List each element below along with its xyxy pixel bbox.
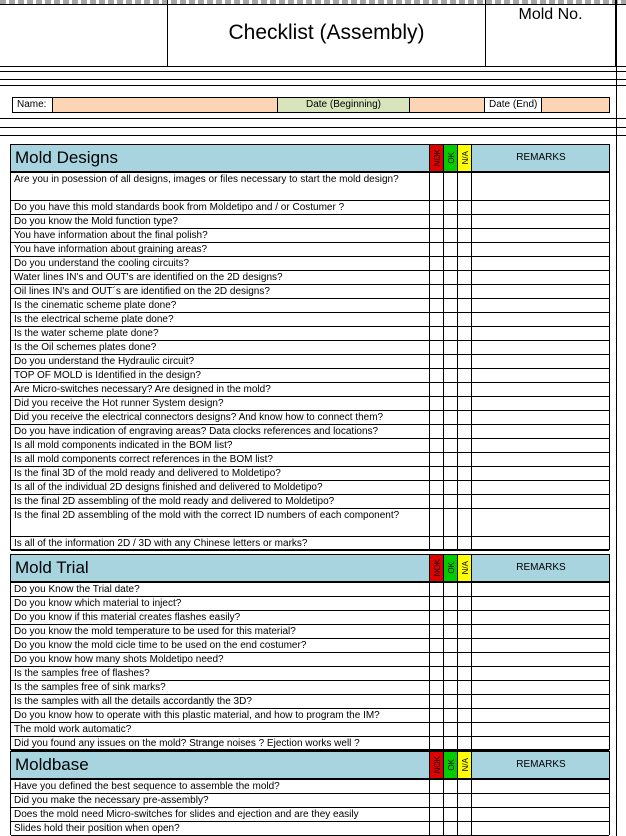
section-mold-trial: [10, 554, 610, 750]
checklist-item[interactable]: [11, 537, 609, 551]
checklist-item-text: Do you know if this material creates flashes easily?: [14, 612, 241, 623]
checklist-item[interactable]: [11, 597, 609, 611]
checklist-item-text: Oil lines IN's and OUT´s are identified on the 2D designs?: [14, 286, 270, 297]
nok-column-header: NOK: [429, 145, 444, 171]
checklist-item-text: Is the cinematic scheme plate done?: [14, 300, 177, 311]
checklist-item[interactable]: [11, 271, 609, 285]
checklist-item-text: Do you know the Mold function type?: [14, 216, 178, 227]
checklist-item[interactable]: [11, 383, 609, 397]
checklist-item[interactable]: [11, 341, 609, 355]
checklist-item-text: Are you in posession of all designs, images or files necessary to start the mold design?: [14, 174, 399, 185]
checklist-item[interactable]: [11, 285, 609, 299]
section-header: [11, 145, 609, 173]
checklist-item-text: Is the samples free of sink marks?: [14, 682, 166, 693]
checklist-item[interactable]: [11, 243, 609, 257]
checklist-item[interactable]: [11, 313, 609, 327]
divider: [0, 66, 626, 67]
checklist-item[interactable]: [11, 709, 609, 723]
checklist-item[interactable]: [11, 794, 609, 808]
checklist-rows: [11, 173, 609, 551]
checklist-item[interactable]: [11, 201, 609, 215]
checklist-item[interactable]: [11, 780, 609, 794]
checklist-item-text: Do you understand the cooling circuits?: [14, 258, 190, 269]
checklist-item-text: Is the water scheme plate done?: [14, 328, 159, 339]
checklist-item[interactable]: [11, 425, 609, 439]
checklist-item-text: You have information about graining areas?: [14, 244, 208, 255]
checklist-item[interactable]: [11, 481, 609, 495]
section-title: Mold Designs: [15, 148, 118, 167]
checklist-item[interactable]: [11, 369, 609, 383]
checklist-item-text: Do you know how many shots Moldetipo need?: [14, 654, 224, 665]
checklist-rows: [11, 780, 609, 836]
checklist-item-text: Is the final 3D of the mold ready and delivered to Moldetipo?: [14, 468, 281, 479]
checklist-item-text: Is all of the information 2D / 3D with any Chinese letters or marks?: [14, 538, 308, 549]
checklist-item-text: Did you receive the electrical connectors designs? And know how to connect them?: [14, 412, 384, 423]
checklist-item[interactable]: [11, 453, 609, 467]
checklist-item[interactable]: [11, 327, 609, 341]
checklist-item-text: Do you have this mold standards book from Moldetipo and / or Costumer ?: [14, 202, 345, 213]
section-title: Mold Trial: [15, 558, 89, 577]
checklist-item[interactable]: [11, 495, 609, 509]
checklist-item-text: Do you understand the Hydraulic circuit?: [14, 356, 195, 367]
checklist-item-text: Did you found any issues on the mold? Strange noises ? Ejection works well ?: [14, 738, 360, 749]
divider: [0, 118, 626, 119]
checklist-item-text: Have you defined the best sequence to assemble the mold?: [14, 781, 280, 792]
checklist-item[interactable]: [11, 639, 609, 653]
checklist-item[interactable]: [11, 737, 609, 751]
checklist-item[interactable]: [11, 299, 609, 313]
date-beginning-field[interactable]: [409, 97, 485, 113]
checklist-item-text: Is the final 2D assembling of the mold with the correct ID numbers of each component?: [14, 510, 400, 521]
checklist-item-text: Is the electrical scheme plate done?: [14, 314, 174, 325]
ok-column-header: OK: [443, 145, 458, 171]
checklist-item[interactable]: [11, 355, 609, 369]
checklist-item-text: Is all mold components correct references in the BOM list?: [14, 454, 273, 465]
checklist-item[interactable]: [11, 667, 609, 681]
checklist-item-text: Do you know how to operate with this plastic material, and how to program the IM?: [14, 710, 380, 721]
section-header: [11, 555, 609, 583]
section-moldbase: [10, 751, 610, 835]
checklist-item[interactable]: [11, 467, 609, 481]
section-header: [11, 752, 609, 780]
checklist-item-text: Is all mold components indicated in the BOM list?: [14, 440, 233, 451]
checklist-item-text: The mold work automatic?: [14, 724, 132, 735]
checklist-item-text: Does the mold need Micro-switches for slides and ejection and are they easily: [14, 809, 359, 820]
checklist-item-text: TOP OF MOLD is Identified in the design?: [14, 370, 201, 381]
checklist-item-text: Did you receive the Hot runner System design?: [14, 398, 224, 409]
page-title: Checklist (Assembly): [167, 0, 486, 66]
divider: [0, 71, 626, 72]
divider: [0, 79, 626, 80]
checklist-item[interactable]: [11, 723, 609, 737]
checklist-item-text: Are Micro-switches necessary? Are designed in the mold?: [14, 384, 271, 395]
date-end-label: Date (End): [484, 97, 542, 113]
page-edge-line: [616, 0, 617, 836]
checklist-item-text: You have information about the final polish?: [14, 230, 208, 241]
checklist-item[interactable]: [11, 808, 609, 822]
checklist-item-text: Did you make the necessary pre-assembly?: [14, 795, 209, 806]
ok-column-header: OK: [443, 555, 458, 581]
checklist-item[interactable]: [11, 583, 609, 597]
checklist-item[interactable]: [11, 411, 609, 425]
remarks-column-header: REMARKS: [471, 752, 610, 778]
na-column-header: N/A: [457, 555, 472, 581]
na-column-header: N/A: [457, 145, 472, 171]
checklist-item-text: Is the samples with all the details accordantly the 3D?: [14, 696, 252, 707]
checklist-rows: [11, 583, 609, 751]
divider: [0, 85, 626, 86]
checklist-item[interactable]: [11, 509, 609, 537]
checklist-item-text: Is all of the individual 2D designs finished and delivered to Moldetipo?: [14, 482, 323, 493]
name-field[interactable]: [52, 97, 278, 113]
na-column-header: N/A: [457, 752, 472, 778]
checklist-item[interactable]: [11, 625, 609, 639]
checklist-item[interactable]: [11, 611, 609, 625]
checklist-item[interactable]: [11, 681, 609, 695]
divider: [0, 127, 626, 128]
section-title: Moldbase: [15, 755, 89, 774]
checklist-item[interactable]: [11, 653, 609, 667]
remarks-column-header: REMARKS: [471, 555, 610, 581]
checklist-item[interactable]: [11, 439, 609, 453]
checklist-item[interactable]: [11, 229, 609, 243]
checklist-item-text: Do you know the mold temperature to be used for this material?: [14, 626, 296, 637]
checklist-item-text: Is the samples free of flashes?: [14, 668, 150, 679]
checklist-item-text: Do you have indication of engraving areas? Data clocks references and locations?: [14, 426, 379, 437]
checklist-item-text: Do you Know the Trial date?: [14, 584, 140, 595]
checklist-item-text: Is the final 2D assembling of the mold ready and delivered to Moldetipo?: [14, 496, 335, 507]
section-mold-designs: [10, 144, 610, 550]
nok-column-header: NOK: [429, 752, 444, 778]
checklist-item[interactable]: [11, 695, 609, 709]
date-end-field[interactable]: [541, 97, 610, 113]
checklist-item[interactable]: [11, 173, 609, 201]
checklist-item-text: Water lines IN's and OUT's are identified on the 2D designs?: [14, 272, 283, 283]
checklist-item[interactable]: [11, 257, 609, 271]
checklist-item[interactable]: [11, 397, 609, 411]
checklist-item-text: Is the Oil schemes plates done?: [14, 342, 157, 353]
checklist-item[interactable]: [11, 822, 609, 836]
checklist-item-text: Do you know which material to inject?: [14, 598, 182, 609]
name-label: Name:: [12, 97, 53, 113]
date-beginning-label: Date (Beginning): [277, 97, 410, 113]
checklist-item-text: Do you know the mold cicle time to be used on the end costumer?: [14, 640, 307, 651]
checklist-item[interactable]: [11, 215, 609, 229]
ok-column-header: OK: [443, 752, 458, 778]
mold-no-label: Mold No.: [486, 0, 616, 66]
remarks-column-header: REMARKS: [471, 145, 610, 171]
nok-column-header: NOK: [429, 555, 444, 581]
divider: [0, 135, 626, 136]
checklist-item-text: Slides hold their position when open?: [14, 823, 180, 834]
